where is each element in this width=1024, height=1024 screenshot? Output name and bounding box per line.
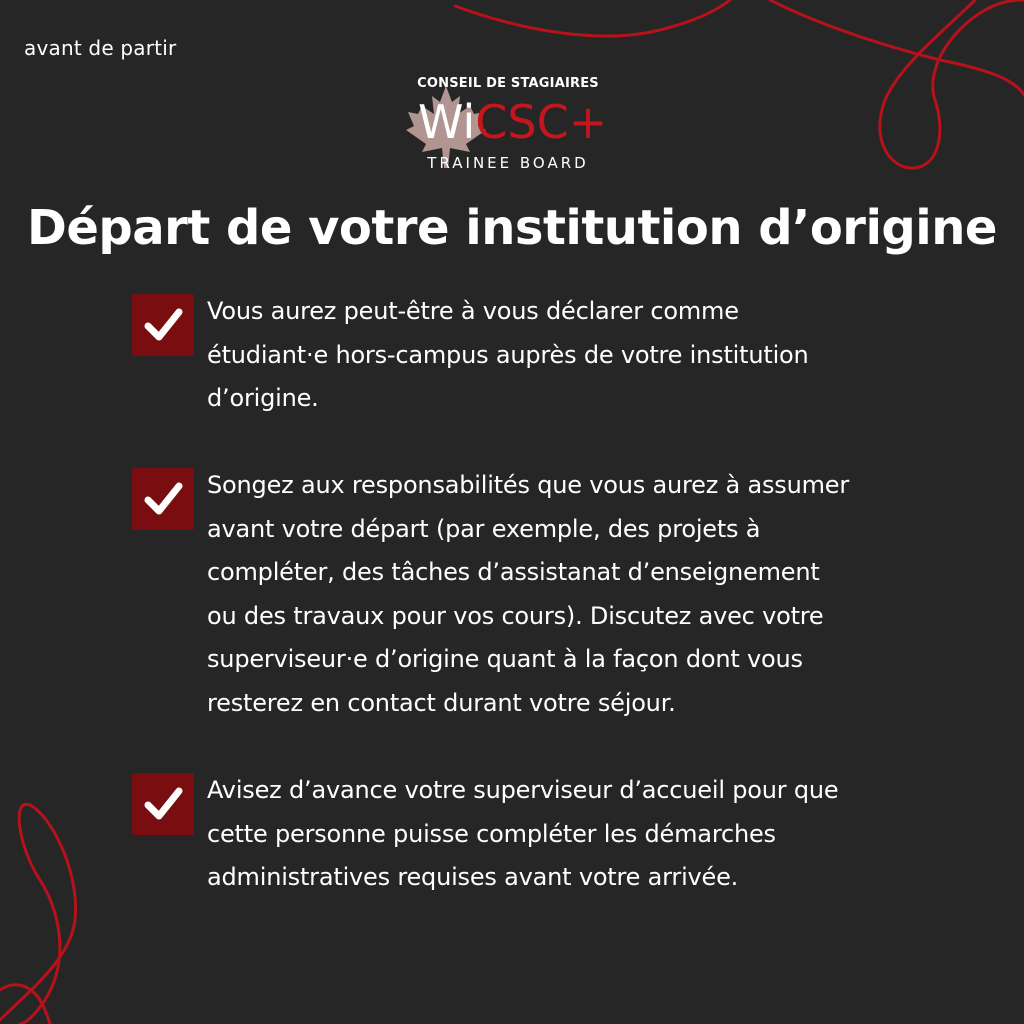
checkmark-icon xyxy=(140,302,186,348)
page-title: Départ de votre institution d’origine xyxy=(27,200,997,256)
checkbox xyxy=(132,773,194,835)
checklist-item-text: Avisez d’avance votre superviseur d’accueil pour que cette personne puisse compléter les démarches administratives requises avant votre arrivée. xyxy=(207,776,839,891)
logo-name-white: Wi xyxy=(418,95,476,149)
logo-bottom-text: TRAINEE BOARD xyxy=(427,154,589,172)
section-tag: avant de partir xyxy=(24,36,177,60)
checklist-item-text: Songez aux responsabilités que vous aurez à assumer avant votre départ (par exemple, des projets à compléter, des tâches d’assistanat d’enseignement ou des travaux pour vos cours). Discutez avec votre superviseur·e d’origine quant à la façon dont vous resterez en contact durant votre séjour. xyxy=(207,471,849,717)
checkbox xyxy=(132,468,194,530)
logo-name-red: CSC+ xyxy=(475,95,608,149)
checkbox xyxy=(132,294,194,356)
logo-name xyxy=(418,94,607,150)
checklist-item-text: Vous aurez peut-être à vous déclarer comme étudiant·e hors-campus auprès de votre institution d’origine. xyxy=(207,297,809,412)
logo-top-text: CONSEIL DE STAGIAIRES xyxy=(417,76,599,91)
wicsc-logo xyxy=(392,72,632,182)
checkmark-icon xyxy=(140,476,186,522)
checkmark-icon xyxy=(140,781,186,827)
